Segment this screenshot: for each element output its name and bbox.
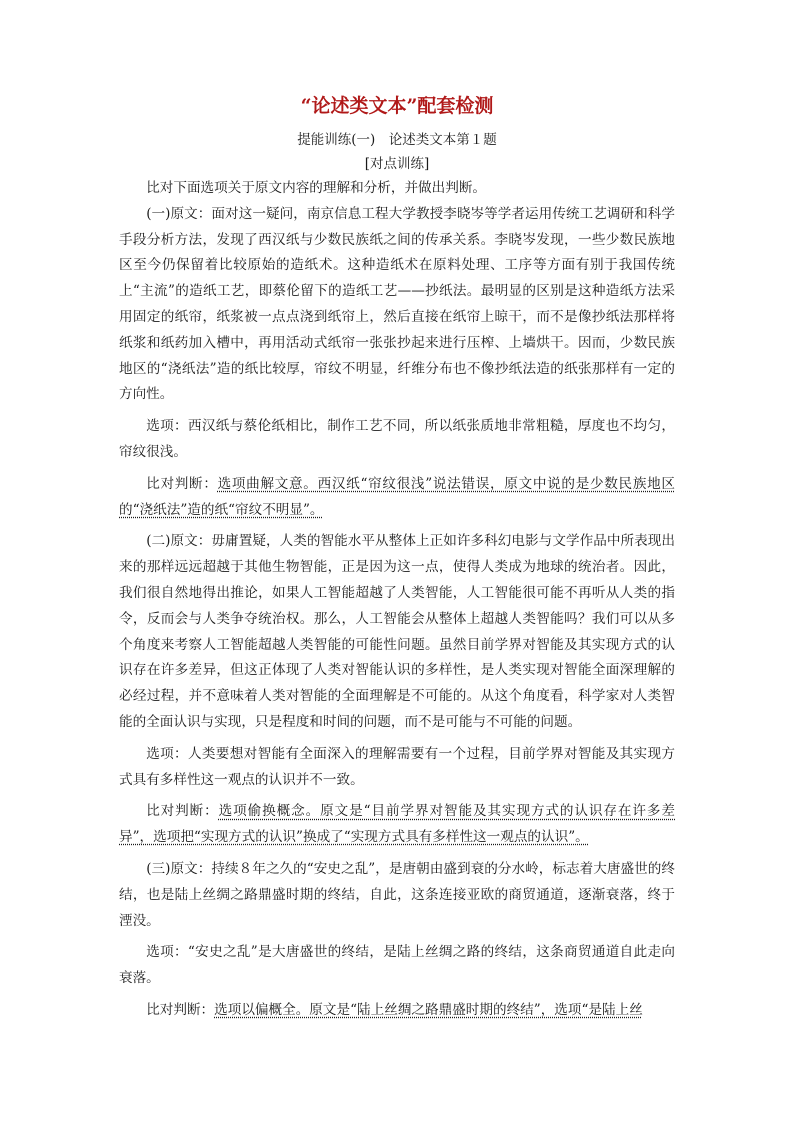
judgment-prefix: 比对判断： <box>146 1001 215 1018</box>
judgment-paragraph-2 <box>119 799 675 851</box>
original-paragraph-2: (二)原文：毋庸置疑，人类的智能水平从整体上正如许多科幻电影与文学作品中所表现出来的那样远远超越于其他生物智能，正是因为这一点，使得人类成为地球的统治者。因此，我们很自然地得出推论，如果人工智能超越了人类智能，人工智能很可能不再听从人类的指令，反而会与人类争夺统治权。那么，人工智能会从整体上超越人类智能吗？我们可以从多个角度来考察人工智能超越人类智能的可能性问题。虽然目前学界对智能及其实现方式的认识存在许多差异，但这正体现了人类对智能认识的多样性，是人类实现对智能全面深理解的必经过程，并不意味着人类对智能的全面理解是不可能的。从这个角度看，科学家对人类智能的全面认识与实现，只是程度和时间的问题，而不是可能与不可能的问题。 <box>119 533 675 730</box>
document-page <box>119 92 675 1024</box>
judgment-paragraph-3 <box>119 998 675 1024</box>
option-paragraph-3: 选项：“安史之乱”是大唐盛世的终结，是陆上丝绸之路的终结，这条商贸通道自此走向衰落。 <box>119 944 675 987</box>
option-paragraph-2: 选项：人类要想对智能有全面深入的理解需要有一个过程，目前学界对智能及其实现方式具有多样性这一观点的认识并不一致。 <box>119 745 675 788</box>
intro-paragraph: 比对下面选项关于原文内容的理解和分析，并做出判断。 <box>146 180 487 196</box>
original-paragraph-3: (三)原文：持续８年之久的“安史之乱”，是唐朝由盛到衰的分水岭，标志着大唐盛世的终结，也是陆上丝绸之路鼎盛时期的终结，自此，这条连接亚欧的商贸通道，逐渐衰落，终于湮没。 <box>119 860 675 929</box>
judgment-text: 选项以偏概全。原文是“陆上丝绸之路鼎盛时期的终结”，选项“是陆上丝 <box>214 1001 643 1018</box>
judgment-prefix: 比对判断： <box>146 803 219 820</box>
subtitle: 提能训练(一) 论述类文本第１题 <box>297 132 497 148</box>
original-paragraph-1: (一)原文：面对这一疑问，南京信息工程大学教授李晓岑等学者运用传统工艺调研和科学手段分析方法，发现了西汉纸与少数民族纸之间的传承关系。李晓岑发现，一些少数民族地区至今仍保留着比较原始的造纸术。这种造纸术在原料处理、工序等方面有别于我国传统上“主流”的造纸工艺，即蔡伦留下的造纸工艺——抄纸法。最明显的区别是这种造纸方法采用固定的纸帘，纸浆被一点点浇到纸帘上，然后直接在纸帘上晾干，而不是像抄纸法那样将纸浆和纸药加入槽中，再用活动式纸帘一张张抄起来进行压榨、上墙烘干。因而，少数民族地区的“浇纸法”造的纸比较厚，帘纹不明显，纤维分布也不像抄纸法造的纸张那样有一定的方向性。 <box>119 205 675 403</box>
judgment-paragraph-1 <box>119 472 675 524</box>
judgment-prefix: 比对判断： <box>146 475 218 492</box>
option-paragraph-1: 选项：西汉纸与蔡伦纸相比，制作工艺不同，所以纸张质地非常粗糙，厚度也不均匀，帘纹很浅。 <box>119 418 675 460</box>
page-title: “论述类文本”配套检测 <box>300 95 494 117</box>
judgment-text: 选项偷换概念。原文是“目前学界对智能及其实现方式的认识存在许多差异”，选项把“实现方式的认识”换成了“实现方式具有多样性这一观点的认识”。 <box>119 803 675 846</box>
judgment-text: 选项曲解文意。西汉纸“帘纹很浅”说法错误，原文中说的是少数民族地区的“浇纸法”造的纸“帘纹不明显”。 <box>119 475 675 518</box>
section-label: [对点训练] <box>364 156 430 172</box>
